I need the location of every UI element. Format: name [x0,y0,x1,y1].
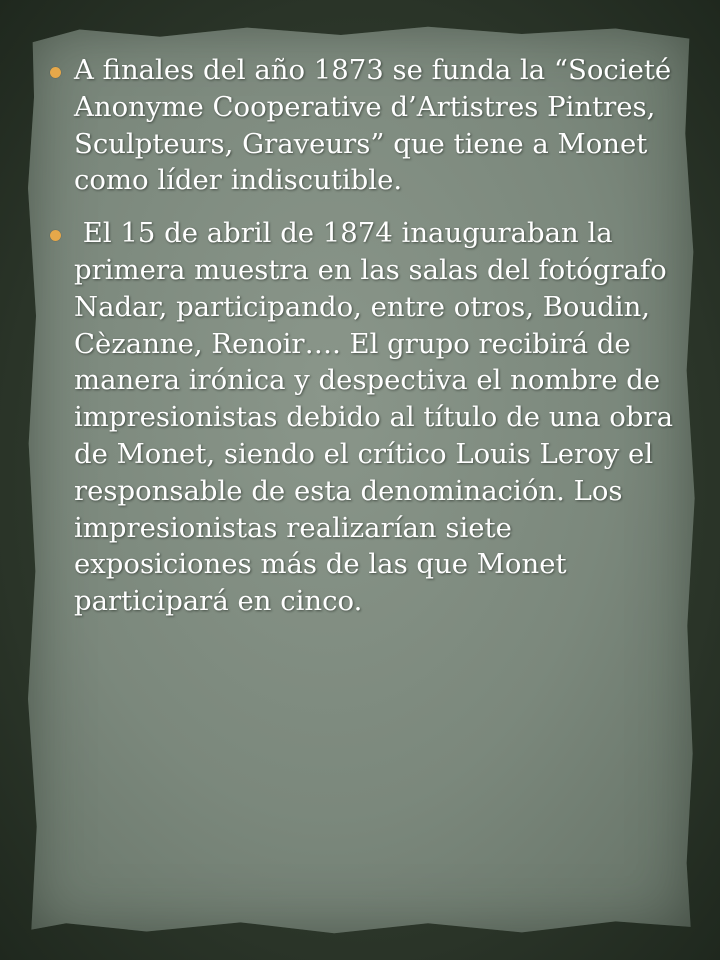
bullet-dot-icon [50,230,61,241]
bullet-item-1 [48,52,674,199]
bullet-dot-icon [50,67,61,78]
bullet-text-2: El 15 de abril de 1874 inauguraban la primera muestra en las salas del fotógrafo Nadar, participando, entre otros, Boudin, Cèzanne, Renoir…. El grupo recibirá de manera irónica y despectiva el nombre de impresionistas debido al título de una obra de Monet, siendo el crítico Louis Leroy el responsable de esta denominación. Los impresionistas realizarían siete exposiciones más de las que Monet participará en cinco. [74,217,682,618]
bullet-item-2 [48,215,682,620]
slide-content [48,52,682,636]
bullet-text-1: A finales del año 1873 se funda la “Societé Anonyme Cooperative d’Artistres Pintres, Sculpteurs, Graveurs” que tiene a Monet como líder indiscutible. [74,54,672,197]
